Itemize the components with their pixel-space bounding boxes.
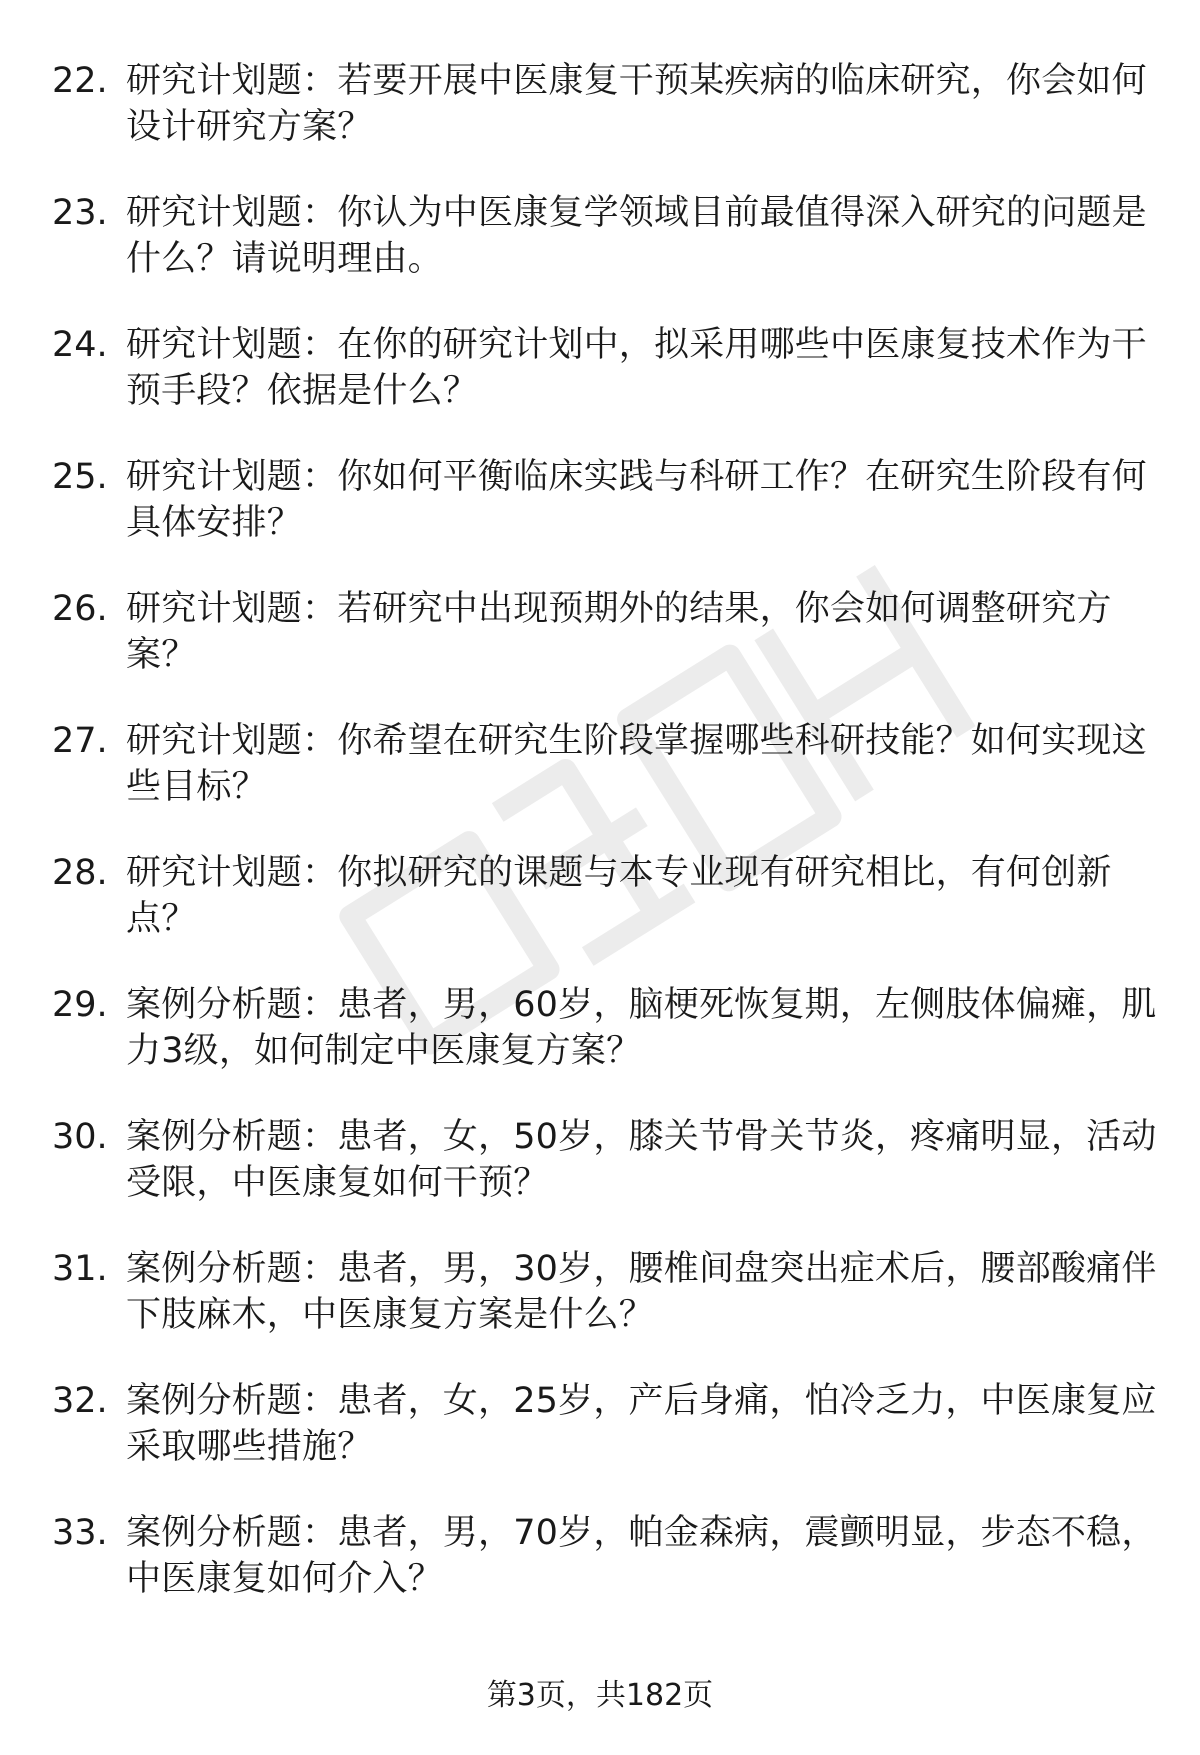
question-number: 26. xyxy=(52,589,108,629)
question-item xyxy=(52,982,1162,1114)
question-number: 32. xyxy=(52,1381,108,1421)
question-item xyxy=(52,718,1162,850)
question-text: 研究计划题：若研究中出现预期外的结果，你会如何调整研究方案？ xyxy=(126,589,1112,675)
question-number: 24. xyxy=(52,325,108,365)
page-footer xyxy=(0,1676,1200,1716)
question-number: 30. xyxy=(52,1117,108,1157)
question-number: 33. xyxy=(52,1513,108,1553)
question-number: 31. xyxy=(52,1249,108,1289)
question-text: 研究计划题：在你的研究计划中，拟采用哪些中医康复技术作为干预手段？依据是什么？ xyxy=(126,325,1147,411)
question-number: 25. xyxy=(52,457,108,497)
question-item xyxy=(52,322,1162,454)
question-item xyxy=(52,454,1162,586)
question-text: 案例分析题：患者，男，70岁，帕金森病，震颤明显，步态不稳，中医康复如何介入？ xyxy=(126,1513,1157,1599)
question-item xyxy=(52,586,1162,718)
question-number: 27. xyxy=(52,721,108,761)
question-list xyxy=(52,58,1162,1642)
question-text: 研究计划题：若要开展中医康复干预某疾病的临床研究，你会如何设计研究方案？ xyxy=(126,61,1147,147)
question-number: 23. xyxy=(52,193,108,233)
page-number-label: 第3页，共182页 xyxy=(486,1678,714,1713)
question-item xyxy=(52,58,1162,190)
question-number: 28. xyxy=(52,853,108,893)
question-text: 研究计划题：你如何平衡临床实践与科研工作？在研究生阶段有何具体安排？ xyxy=(126,457,1147,543)
question-text: 案例分析题：患者，男，60岁，脑梗死恢复期，左侧肢体偏瘫，肌力3级，如何制定中医康复方案？ xyxy=(126,985,1157,1071)
question-item xyxy=(52,1378,1162,1510)
question-item xyxy=(52,190,1162,322)
question-item xyxy=(52,850,1162,982)
question-item xyxy=(52,1246,1162,1378)
question-text: 案例分析题：患者，女，50岁，膝关节骨关节炎，疼痛明显，活动受限，中医康复如何干预？ xyxy=(126,1117,1157,1203)
question-number: 22. xyxy=(52,61,108,101)
question-text: 案例分析题：患者，男，30岁，腰椎间盘突出症术后，腰部酸痛伴下肢麻木，中医康复方案是什么？ xyxy=(126,1249,1157,1335)
question-item xyxy=(52,1510,1162,1642)
question-number: 29. xyxy=(52,985,108,1025)
question-text: 案例分析题：患者，女，25岁，产后身痛，怕冷乏力，中医康复应采取哪些措施？ xyxy=(126,1381,1157,1467)
question-text: 研究计划题：你拟研究的课题与本专业现有研究相比，有何创新点？ xyxy=(126,853,1112,939)
question-text: 研究计划题：你希望在研究生阶段掌握哪些科研技能？如何实现这些目标？ xyxy=(126,721,1147,807)
question-text: 研究计划题：你认为中医康复学领域目前最值得深入研究的问题是什么？请说明理由。 xyxy=(126,193,1147,279)
question-item xyxy=(52,1114,1162,1246)
